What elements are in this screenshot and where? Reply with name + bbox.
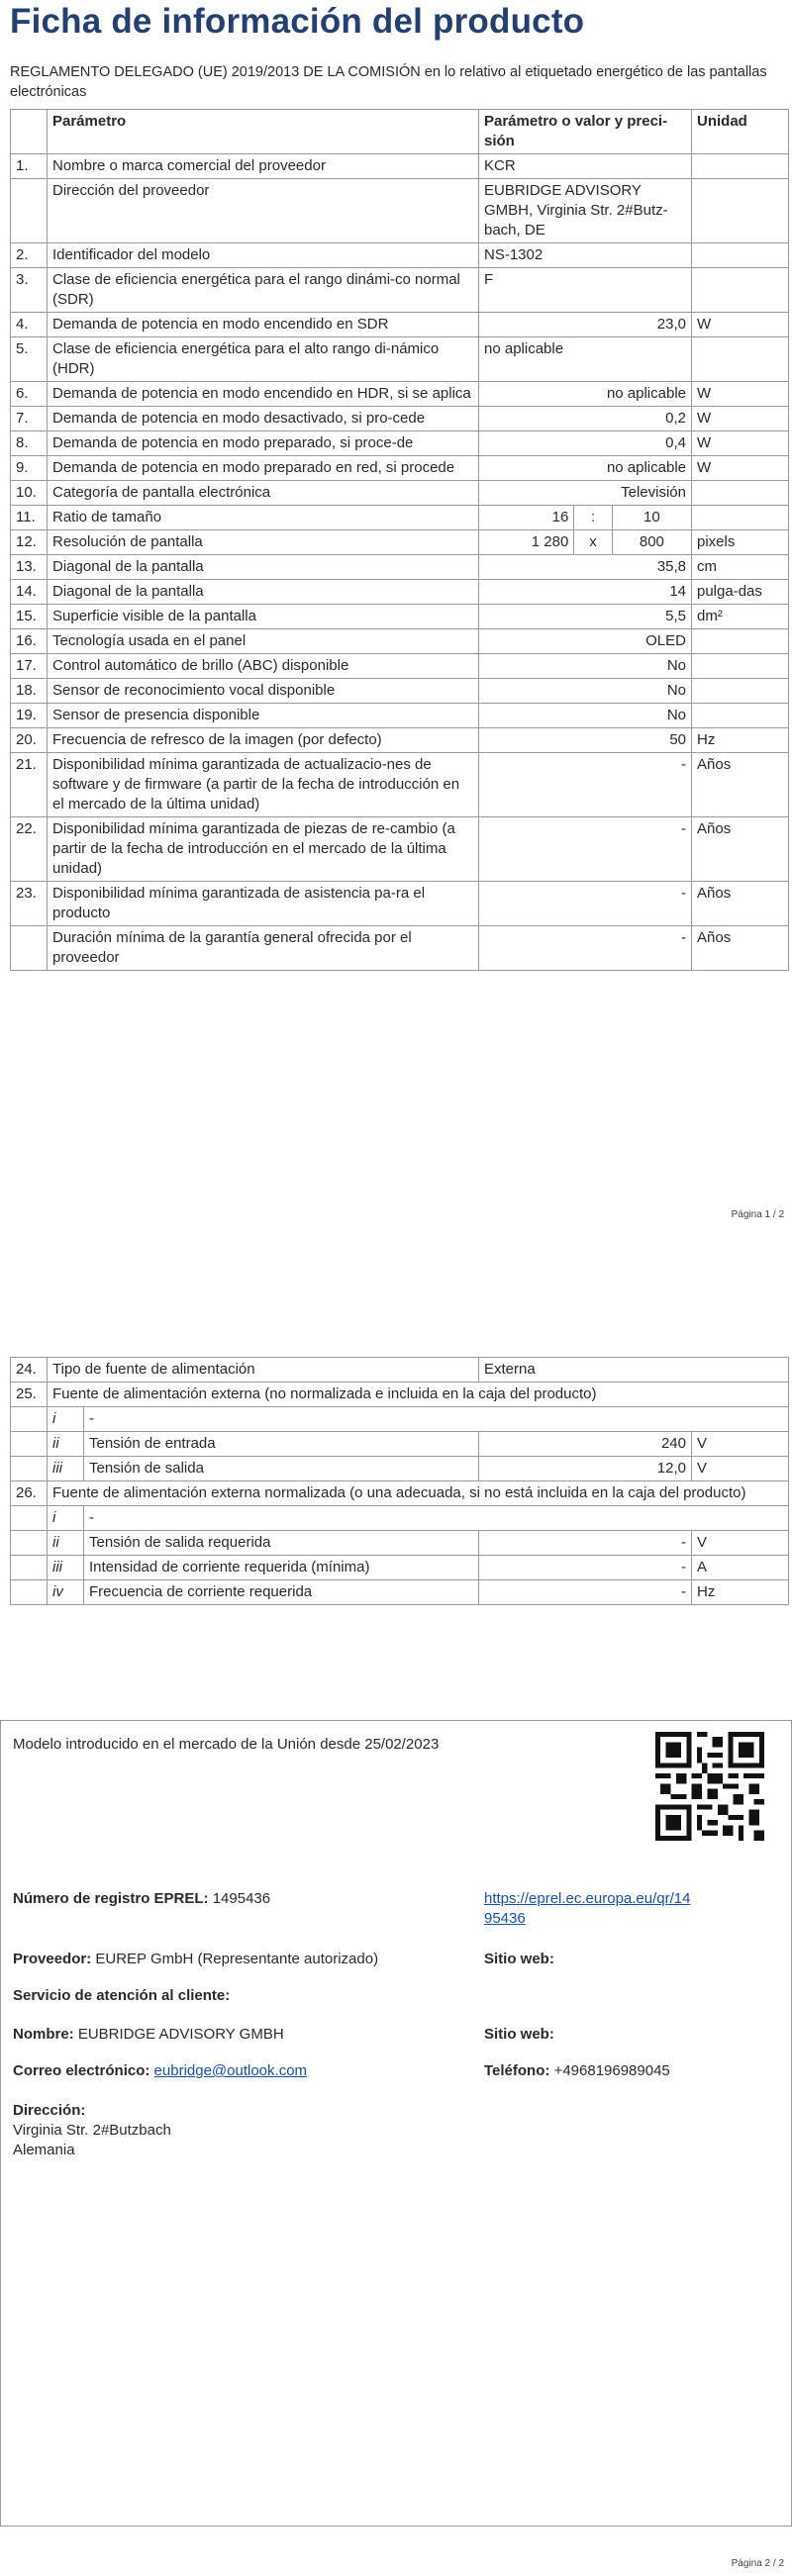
table-row: 26. Fuente de alimentación externa normalizada (o una adecuada, si no está incluida en la caja del producto) xyxy=(11,1481,789,1506)
row-value: 5,5 xyxy=(479,605,692,629)
supplier: Proveedor: EUREP GmbH (Representante autorizado) xyxy=(13,1951,379,1967)
row-label: Demanda de potencia en modo preparado en red, si procede xyxy=(48,456,479,481)
service-name: Nombre: EUBRIDGE ADVISORY GMBH xyxy=(13,2026,284,2043)
resolution-part: 1 280 xyxy=(479,530,574,554)
row-unit: W xyxy=(692,456,789,481)
row-value: no aplicable xyxy=(479,382,692,407)
table-row: ii Tensión de entrada 240 V xyxy=(11,1432,789,1457)
power-supply-table xyxy=(10,1357,789,1605)
row-value: No xyxy=(479,679,692,704)
row-label: Superficie visible de la pantalla xyxy=(48,605,479,629)
row-value: EUBRIDGE ADVISORY GMBH, Virginia Str. 2#Butz-bach, DE xyxy=(479,179,692,243)
row-label: Diagonal de la pantalla xyxy=(48,580,479,605)
ratio-part: 10 xyxy=(644,509,660,525)
table-row: i - xyxy=(11,1407,789,1432)
row-value xyxy=(479,530,692,555)
row-unit: Años xyxy=(692,926,789,971)
page-number: Página 2 / 2 xyxy=(731,2558,784,2569)
table-row xyxy=(11,882,789,926)
table-row: 25. Fuente de alimentación externa (no normalizada e incluida en la caja del producto) xyxy=(11,1383,789,1407)
row-number: 11. xyxy=(11,506,48,530)
row-label: Disponibilidad mínima garantizada de piezas de re-cambio (a partir de la fecha de introducción en el mercado de la última unidad) xyxy=(48,817,479,882)
row-label: Clase de eficiencia energética para el rango dinámi-co normal (SDR) xyxy=(48,268,479,313)
table-row xyxy=(11,382,789,407)
row-number: 8. xyxy=(11,431,48,456)
row-number: 20. xyxy=(11,728,48,753)
row-unit: Hz xyxy=(692,728,789,753)
header-unit: Unidad xyxy=(692,110,789,154)
row-label: Categoría de pantalla electrónica xyxy=(48,481,479,506)
row-label: Disponibilidad mínima garantizada de actualizacio-nes de software y de firmware (a partir de la fecha de introducción en el mercado de la última unidad) xyxy=(48,753,479,817)
row-value: 0,4 xyxy=(479,431,692,456)
row-label: Demanda de potencia en modo desactivado, si pro-cede xyxy=(48,407,479,431)
regulation-subtitle: REGLAMENTO DELEGADO (UE) 2019/2013 DE LA COMISIÓN en lo relativo al etiquetado energético de las pantallas electrónicas xyxy=(10,64,767,100)
row-unit: cm xyxy=(692,555,789,580)
table-row xyxy=(11,506,789,530)
table-row xyxy=(11,268,789,313)
row-number: 18. xyxy=(11,679,48,704)
row-unit: Años xyxy=(692,882,789,926)
table-row xyxy=(11,481,789,506)
row-number xyxy=(11,926,48,971)
row-unit: W xyxy=(692,431,789,456)
table-row: iv Frecuencia de corriente requerida - Hz xyxy=(11,1580,789,1605)
email-link[interactable]: eubridge@outlook.com xyxy=(153,2062,308,2079)
row-number: 6. xyxy=(11,382,48,407)
row-label: Disponibilidad mínima garantizada de asistencia pa-ra el producto xyxy=(48,882,479,926)
row-value: F xyxy=(479,268,692,313)
row-label: Diagonal de la pantalla xyxy=(48,555,479,580)
row-value: 0,2 xyxy=(479,407,692,431)
row-unit xyxy=(692,679,789,704)
table-row xyxy=(11,154,789,179)
table-row xyxy=(11,407,789,431)
row-label: Sensor de presencia disponible xyxy=(48,704,479,728)
row-label: Resolución de pantalla xyxy=(48,530,479,555)
row-label: Tecnología usada en el panel xyxy=(48,629,479,654)
row-value: OLED xyxy=(479,629,692,654)
row-unit: Años xyxy=(692,753,789,817)
row-label: Identificador del modelo xyxy=(48,243,479,268)
row-value: no aplicable xyxy=(479,456,692,481)
eprel-registration: Número de registro EPREL: 1495436 xyxy=(13,1890,271,1907)
row-unit xyxy=(692,629,789,654)
row-number: 9. xyxy=(11,456,48,481)
row-number xyxy=(11,179,48,243)
row-unit xyxy=(692,337,789,382)
row-label: Dirección del proveedor xyxy=(48,179,479,243)
page-title: Ficha de información del producto xyxy=(10,2,585,41)
row-value: - xyxy=(479,926,692,971)
row-value: - xyxy=(479,882,692,926)
row-number: 21. xyxy=(11,753,48,817)
eprel-link[interactable]: https://eprel.ec.europa.eu/qr/14 95436 xyxy=(484,1890,691,1927)
row-number: 10. xyxy=(11,481,48,506)
resolution-part: x xyxy=(574,530,613,554)
row-value: 23,0 xyxy=(479,313,692,337)
table-row xyxy=(11,313,789,337)
table-row xyxy=(11,456,789,481)
row-value: 35,8 xyxy=(479,555,692,580)
row-label: Ratio de tamaño xyxy=(48,506,479,530)
row-unit: W xyxy=(692,382,789,407)
row-unit: dm² xyxy=(692,605,789,629)
table-row xyxy=(11,679,789,704)
table-row xyxy=(11,926,789,971)
page-number: Página 1 / 2 xyxy=(731,1209,784,1220)
row-label: Duración mínima de la garantía general ofrecida por el proveedor xyxy=(48,926,479,971)
row-value: 14 xyxy=(479,580,692,605)
row-label: Frecuencia de refresco de la imagen (por defecto) xyxy=(48,728,479,753)
row-label: Clase de eficiencia energética para el alto rango di-námico (HDR) xyxy=(48,337,479,382)
row-unit: W xyxy=(692,313,789,337)
row-unit xyxy=(692,179,789,243)
row-value: Televisión xyxy=(479,481,692,506)
row-label: Demanda de potencia en modo encendido en SDR xyxy=(48,313,479,337)
table-row xyxy=(11,337,789,382)
row-label: Control automático de brillo (ABC) disponible xyxy=(48,654,479,679)
row-number: 5. xyxy=(11,337,48,382)
row-number: 19. xyxy=(11,704,48,728)
table-row xyxy=(11,817,789,882)
table-row xyxy=(11,629,789,654)
row-number: 4. xyxy=(11,313,48,337)
row-unit xyxy=(692,481,789,506)
ratio-part: 16 xyxy=(479,506,574,529)
row-label: Demanda de potencia en modo preparado, si proce-de xyxy=(48,431,479,456)
service-website-label: Sitio web: xyxy=(484,2026,554,2043)
row-value: 50 xyxy=(479,728,692,753)
table-row xyxy=(11,179,789,243)
customer-service-heading: Servicio de atención al cliente: xyxy=(13,1987,231,2004)
service-email: Correo electrónico: eubridge@outlook.com xyxy=(13,2062,308,2079)
row-number: 14. xyxy=(11,580,48,605)
row-number: 2. xyxy=(11,243,48,268)
row-number: 1. xyxy=(11,154,48,179)
row-value: no aplicable xyxy=(479,337,692,382)
row-number: 17. xyxy=(11,654,48,679)
row-number: 7. xyxy=(11,407,48,431)
row-number: 12. xyxy=(11,530,48,555)
table-row xyxy=(11,243,789,268)
row-unit: W xyxy=(692,407,789,431)
row-unit xyxy=(692,268,789,313)
table-row: iii Tensión de salida 12,0 V xyxy=(11,1457,789,1481)
row-unit xyxy=(692,506,789,530)
table-row: iii Intensidad de corriente requerida (mínima) - A xyxy=(11,1556,789,1580)
service-phone: Teléfono: +4968196989045 xyxy=(484,2062,670,2079)
row-number: 23. xyxy=(11,882,48,926)
row-value: No xyxy=(479,654,692,679)
row-number: 22. xyxy=(11,817,48,882)
table-row xyxy=(11,654,789,679)
table-row xyxy=(11,605,789,629)
row-unit: Años xyxy=(692,817,789,882)
row-label: Sensor de reconocimiento vocal disponible xyxy=(48,679,479,704)
row-unit xyxy=(692,654,789,679)
row-label: Demanda de potencia en modo encendido en HDR, si se aplica xyxy=(48,382,479,407)
table-row xyxy=(11,580,789,605)
market-date: Modelo introducido en el mercado de la Unión desde 25/02/2023 xyxy=(13,1736,440,1753)
qr-code-icon[interactable] xyxy=(655,1732,764,1841)
table-row xyxy=(11,530,789,555)
row-number: 3. xyxy=(11,268,48,313)
row-value: KCR xyxy=(479,154,692,179)
table-row: i - xyxy=(11,1506,789,1531)
row-value: No xyxy=(479,704,692,728)
table-row xyxy=(11,704,789,728)
product-info-table xyxy=(10,109,789,971)
row-value: NS-1302 xyxy=(479,243,692,268)
table-row: ii Tensión de salida requerida - V xyxy=(11,1531,789,1556)
table-row: 24. Tipo de fuente de alimentación Externa xyxy=(11,1358,789,1383)
row-unit: pulga-das xyxy=(692,580,789,605)
service-address: Dirección: Virginia Str. 2#Butzbach Alemania xyxy=(13,2102,171,2158)
table-header-row xyxy=(11,110,789,154)
row-number: 16. xyxy=(11,629,48,654)
header-value: Parámetro o valor y preci-sión xyxy=(479,110,692,154)
row-value xyxy=(479,506,692,530)
row-unit xyxy=(692,154,789,179)
row-number: 15. xyxy=(11,605,48,629)
table-row xyxy=(11,431,789,456)
row-unit: pixels xyxy=(692,530,789,555)
row-label: Nombre o marca comercial del proveedor xyxy=(48,154,479,179)
resolution-part: 800 xyxy=(639,533,664,550)
row-unit xyxy=(692,243,789,268)
row-unit xyxy=(692,704,789,728)
website-label: Sitio web: xyxy=(484,1951,554,1967)
table-row xyxy=(11,555,789,580)
header-param: Parámetro xyxy=(48,110,479,154)
row-value: - xyxy=(479,817,692,882)
ratio-part: : xyxy=(574,506,613,529)
page-1 xyxy=(0,0,792,1255)
row-value: - xyxy=(479,753,692,817)
table-row xyxy=(11,753,789,817)
row-number: 13. xyxy=(11,555,48,580)
table-row xyxy=(11,728,789,753)
